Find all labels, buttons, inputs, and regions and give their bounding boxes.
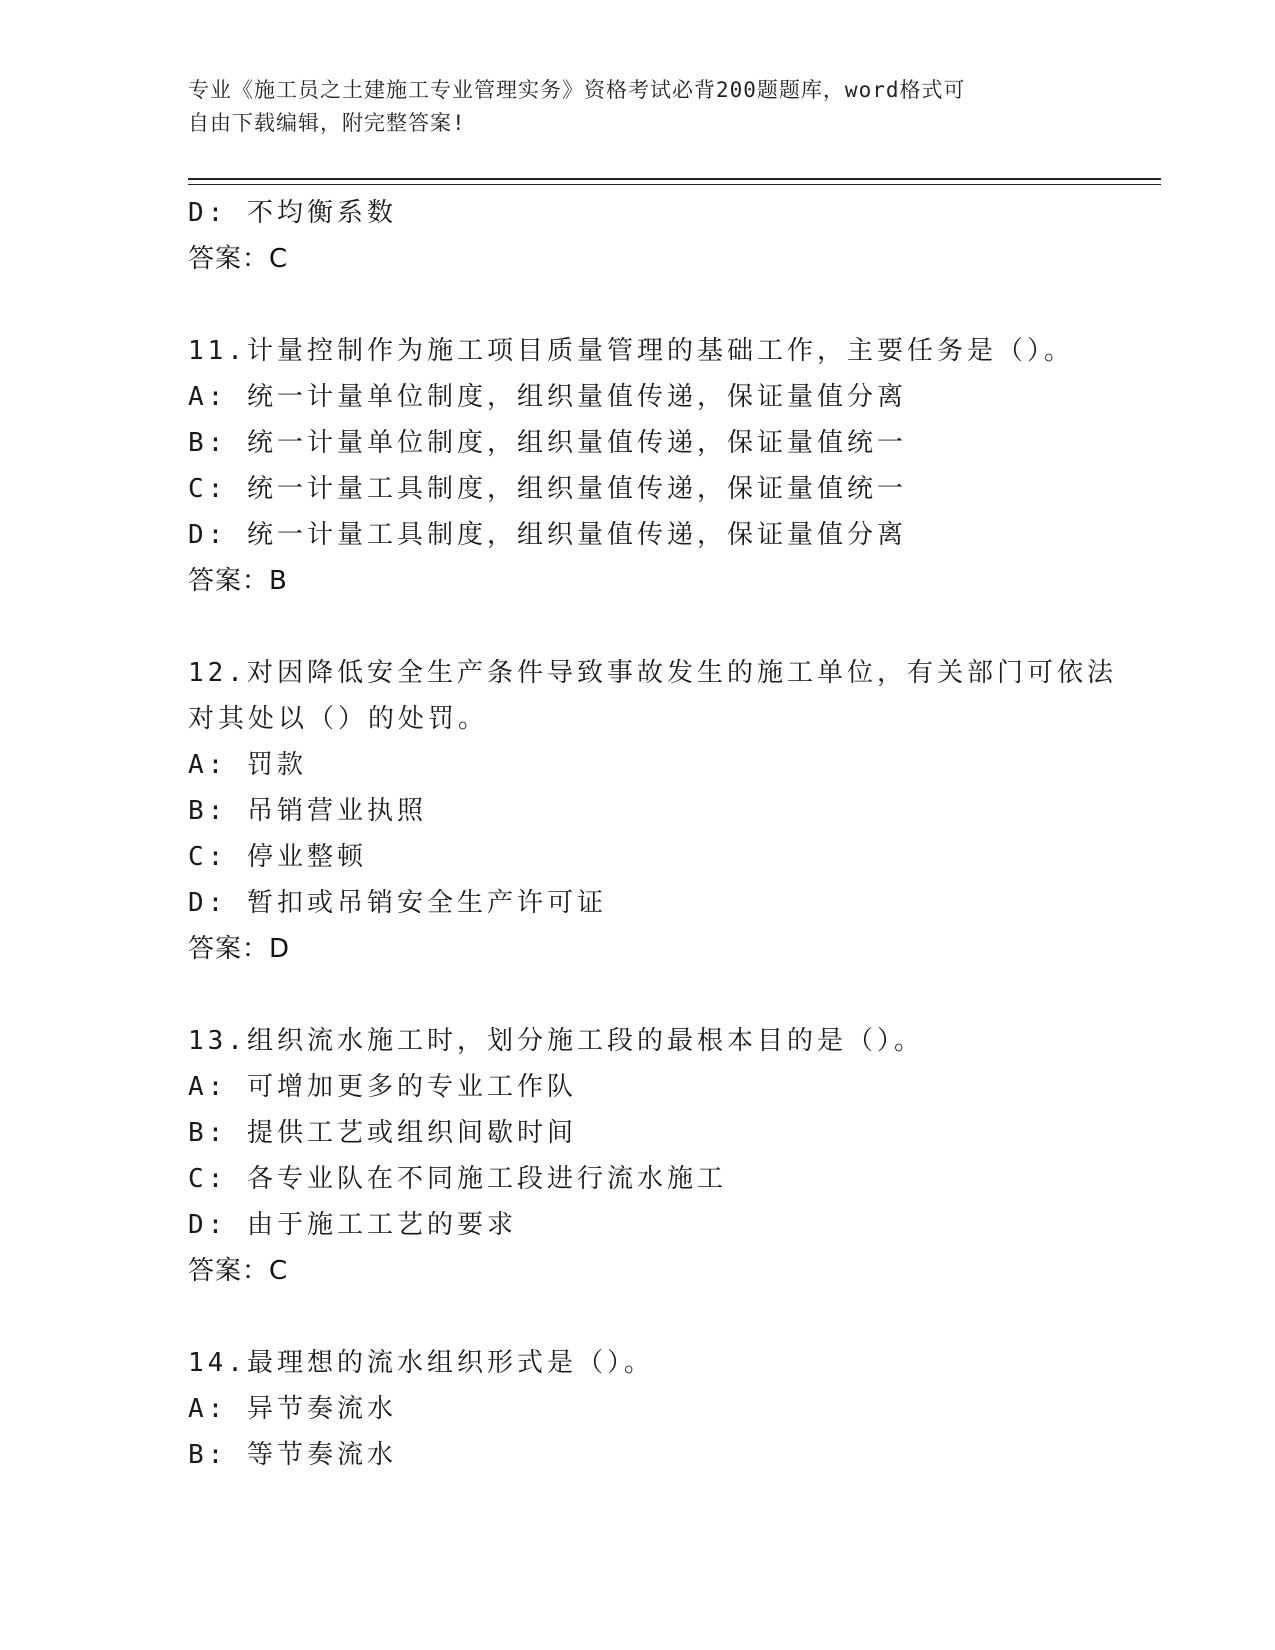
question-13 [188,1018,1088,1294]
question-list [188,190,1117,1478]
question-stem: 11.计量控制作为施工项目质量管理的基础工作，主要任务是（）。 [188,336,1074,366]
spacer [188,604,1088,650]
question-stem-line-1: 12.对因降低安全生产条件导致事故发生的施工单位，有关部门可依法 [188,658,1117,688]
answer-label: 答案：B [188,566,288,596]
option-c: C: 统一计量工具制度，组织量值传递，保证量值统一 [188,474,907,504]
option-b: B: 统一计量单位制度，组织量值传递，保证量值统一 [188,428,907,458]
answer-label: 答案：C [188,244,289,274]
header-title-line-1: 专业《施工员之土建施工专业管理实务》资格考试必背200题题库，word格式可 [188,78,966,102]
option-d: D: 不均衡系数 [188,198,397,228]
question-stem: 13.组织流水施工时，划分施工段的最根本目的是（）。 [188,1026,924,1056]
option-d: D: 暂扣或吊销安全生产许可证 [188,888,607,918]
answer-label: 答案：D [188,934,291,964]
option-b: B: 吊销营业执照 [188,796,427,826]
question-stem-line-2: 对其处以（）的处罚。 [188,704,489,734]
answer-label: 答案：C [188,1256,289,1286]
option-a: A: 罚款 [188,750,307,780]
option-d: D: 由于施工工艺的要求 [188,1210,517,1240]
question-14 [188,1340,1088,1478]
option-a: A: 可增加更多的专业工作队 [188,1072,577,1102]
option-c: C: 停业整顿 [188,842,367,872]
question-11 [188,328,1088,604]
question-12 [188,650,1117,972]
spacer [188,972,1088,1018]
spacer [188,1294,1088,1340]
document-header [188,74,1088,140]
spacer [188,282,1088,328]
question-stem: 14.最理想的流水组织形式是（）。 [188,1348,654,1378]
header-divider-thick [188,178,1161,180]
option-c: C: 各专业队在不同施工段进行流水施工 [188,1164,727,1194]
question-10-tail [188,190,1088,282]
option-b: B: 提供工艺或组织间歇时间 [188,1118,577,1148]
header-title-line-2: 自由下载编辑，附完整答案! [188,111,466,135]
option-a: A: 统一计量单位制度，组织量值传递，保证量值分离 [188,382,907,412]
option-b: B: 等节奏流水 [188,1440,397,1470]
header-divider-thin [188,184,1161,185]
option-a: A: 异节奏流水 [188,1394,397,1424]
option-d: D: 统一计量工具制度，组织量值传递，保证量值分离 [188,520,907,550]
